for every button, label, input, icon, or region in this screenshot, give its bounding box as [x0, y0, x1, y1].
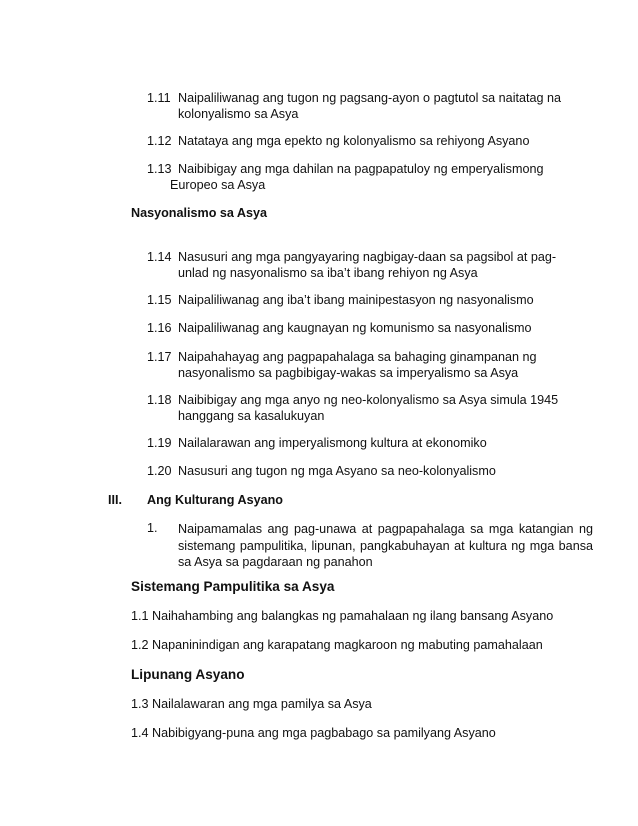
- item-text-line2: kolonyalismo sa Asya: [178, 107, 299, 121]
- item-text-line1: Naibibigay ang mga dahilan na pagpapatuloy ng emperyalismong: [178, 162, 544, 176]
- heading-nasyonalismo: Nasyonalismo sa Asya: [131, 206, 268, 220]
- item-text-line1: Naipaliliwanag ang tugon ng pagsang-ayon o pagtutol sa naitatag na: [178, 91, 562, 105]
- item-number: 1.12: [147, 134, 172, 148]
- item-text-line2: Europeo sa Asya: [170, 178, 266, 192]
- item-paragraph: Naipamamalas ang pag-unawa at pagpapahalaga sa mga katangian ng sistemang pampulitika, lipunan, pangkabuhayan at kultura ng mga bansa sa Asya sa pagdaraan ng panahon: [178, 522, 593, 569]
- item-text-line2: nasyonalismo sa pagbibigay-wakas sa imperyalismo sa Asya: [178, 366, 519, 380]
- item-text-line1: Naipahahayag ang pagpapahalaga sa bahaging ginampanan ng: [178, 350, 537, 364]
- item-number: 1.20: [147, 464, 172, 478]
- item-number: 1.: [147, 521, 158, 535]
- item-text-line1: Naipaliliwanag ang iba’t ibang mainipestasyon ng nasyonalismo: [178, 293, 534, 307]
- item-text-line1: Nailalarawan ang imperyalismong kultura at ekonomiko: [178, 436, 487, 450]
- item-number: 1.17: [147, 350, 172, 364]
- item-text-line1: Nasusuri ang mga pangyayaring nagbigay-daan sa pagsibol at pag-: [178, 250, 557, 264]
- item-number: 1.19: [147, 436, 172, 450]
- item-text-line1: Nasusuri ang tugon ng mga Asyano sa neo-kolonyalismo: [178, 464, 496, 478]
- item-text-line1: Natataya ang mga epekto ng kolonyalismo sa rehiyong Asyano: [178, 134, 530, 148]
- item-text-line1: Naibibigay ang mga anyo ng neo-kolonyalismo sa Asya simula 1945: [178, 393, 559, 407]
- objective-1-1: 1.1 Naihahambing ang balangkas ng pamahalaan ng ilang bansang Asyano: [131, 609, 554, 623]
- item-number: 1.11: [147, 91, 171, 105]
- heading-pampulitika: Sistemang Pampulitika sa Asya: [131, 579, 335, 594]
- objective-1-3: 1.3 Nailalawaran ang mga pamilya sa Asya: [131, 697, 372, 711]
- item-number: 1.18: [147, 393, 172, 407]
- section-number: III.: [108, 493, 122, 507]
- item-text-line2: unlad ng nasyonalismo sa iba’t ibang rehiyon ng Asya: [178, 266, 478, 280]
- section-title: Ang Kulturang Asyano: [147, 493, 283, 507]
- heading-lipunan: Lipunang Asyano: [131, 667, 245, 682]
- item-number: 1.13: [147, 162, 172, 176]
- objective-1-2: 1.2 Napaninindigan ang karapatang magkaroon ng mabuting pamahalaan: [131, 638, 543, 652]
- item-number: 1.14: [147, 250, 172, 264]
- item-text-line2: hanggang sa kasalukuyan: [178, 409, 325, 423]
- item-number: 1.15: [147, 293, 172, 307]
- objective-1-4: 1.4 Nabibigyang-puna ang mga pagbabago sa pamilyang Asyano: [131, 726, 496, 740]
- item-text-line1: Naipaliliwanag ang kaugnayan ng komunismo sa nasyonalismo: [178, 321, 532, 335]
- item-number: 1.16: [147, 321, 172, 335]
